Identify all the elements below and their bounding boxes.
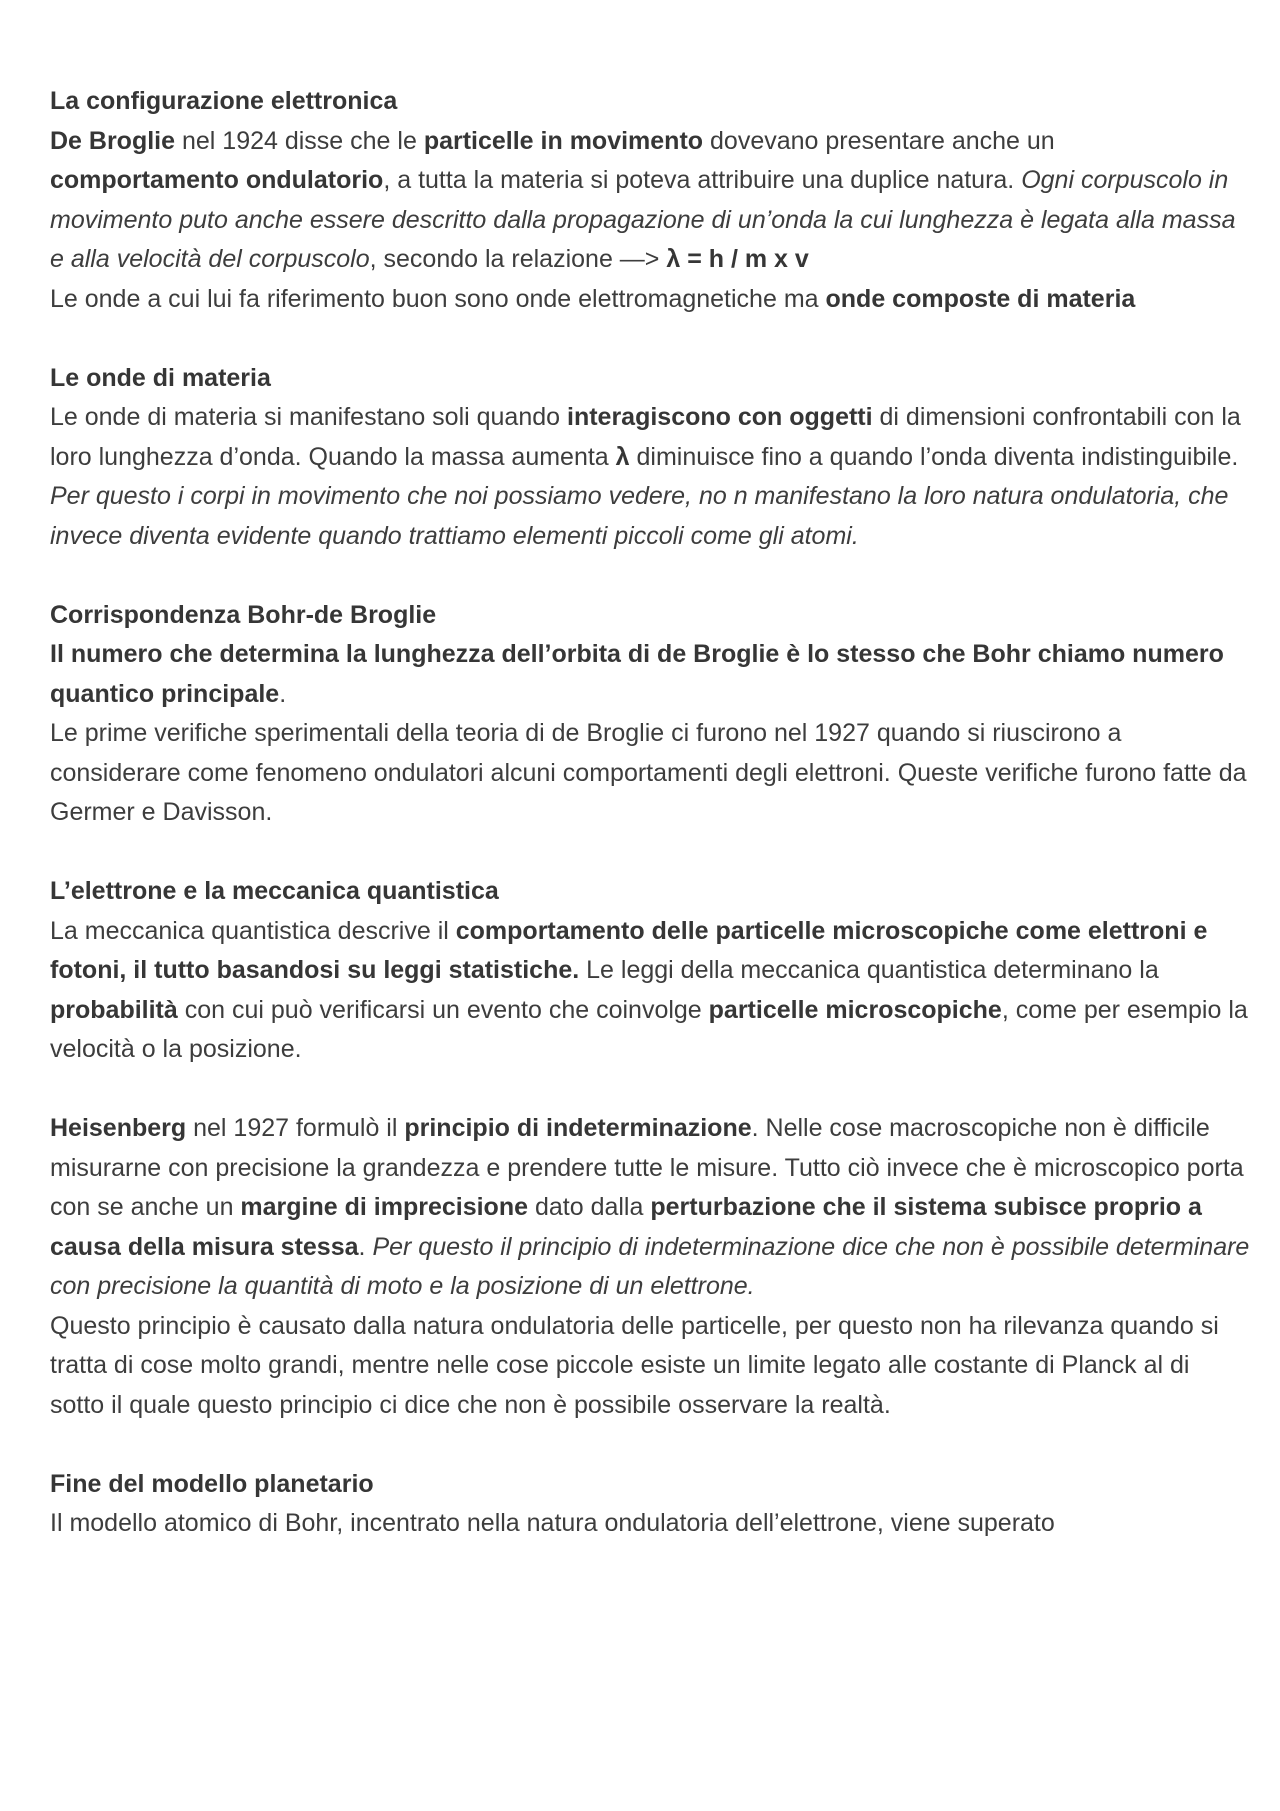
text: di dimensioni confrontabili con la loro lunghezza d’onda. Quando la massa aumenta: [50, 403, 1241, 471]
paragraph-verifiche: [50, 714, 1250, 833]
text: , secondo la relazione —>: [369, 245, 667, 273]
paragraph-de-broglie: [50, 122, 1250, 280]
heading-corrispondenza: Corrispondenza Bohr-de Broglie: [50, 600, 437, 629]
paragraph-numero-quantico: [50, 635, 1250, 714]
text: diminuisce fino a quando l’onda diventa indistinguibile.: [629, 442, 1239, 471]
text: . Nelle cose macroscopiche non è difficile misurarne con precisione la grandezza e prendere tutte le misure. Tutto ciò invece che è microscopico porta con se anche un: [50, 1114, 1244, 1221]
spacer: [50, 319, 1250, 359]
text-bold: Il numero che determina la lunghezza dell’orbita di de Broglie è lo stesso che Bohr chiamo numero quantico principale: [50, 640, 1224, 708]
paragraph-onde-materia: [50, 398, 1250, 556]
text: Le onde a cui lui fa riferimento buon sono onde elettromagnetiche ma: [50, 284, 826, 313]
paragraph-principio: [50, 1307, 1250, 1426]
lambda-symbol: λ: [615, 442, 630, 471]
text: .: [279, 679, 287, 708]
text: Questo principio è causato dalla natura ondulatoria delle particelle, per questo non ha rilevanza quando si tratta di cose molto grandi, mentre nelle cose piccole esiste un limite legato alle costante di Planck al di sotto il quale questo principio ci dice che non è possibile osservare la realtà.: [50, 1311, 1219, 1419]
text-bold: onde composte di materia: [825, 284, 1136, 313]
text: Le onde di materia si manifestano soli quando: [50, 403, 567, 431]
text: nel 1927 formulò il: [186, 1114, 405, 1142]
heading-onde-materia: Le onde di materia: [50, 363, 271, 392]
heading-fine-modello: Fine del modello planetario: [50, 1469, 374, 1498]
paragraph-onde: [50, 280, 1250, 320]
text: con cui può verificarsi un evento che coinvolge: [177, 995, 709, 1024]
document-body: [50, 82, 1250, 1544]
text-bold: particelle in movimento: [423, 126, 704, 155]
text: Il modello atomico di Bohr, incentrato nella natura ondulatoria dell’elettrone, viene superato: [50, 1509, 1055, 1537]
heading-elettrone: L’elettrone e la meccanica quantistica: [50, 877, 499, 905]
text-italic: Ogni corpuscolo in movimento puto anche essere descritto dalla propagazione di un’onda la cui lunghezza è legata alla massa e alla velocità del corpuscolo: [50, 166, 1236, 273]
paragraph-modello-bohr: [50, 1504, 1250, 1544]
section-heading: [50, 82, 1250, 122]
text: nel 1924 disse che le: [175, 126, 424, 155]
text-bold: margine di imprecisione: [240, 1193, 529, 1221]
text: La meccanica quantistica descrive il: [50, 916, 456, 945]
section-heading: [50, 1465, 1250, 1505]
text-italic: Per questo i corpi in movimento che noi possiamo vedere, no n manifestano la loro natura ondulatoria, che invece diventa evidente quando trattiamo elementi piccoli come gli atomi.: [50, 482, 1229, 550]
text-bold: principio di indeterminazione: [404, 1114, 752, 1142]
text: , come per esempio la velocità o la posizione.: [50, 995, 1248, 1063]
section-heading: [50, 872, 1250, 912]
text: , a tutta la materia si poteva attribuire una duplice natura.: [383, 166, 1022, 194]
spacer: [50, 1070, 1250, 1110]
section-heading: [50, 596, 1250, 636]
paragraph-heisenberg: [50, 1109, 1250, 1307]
text-italic: Per questo il principio di indeterminazione dice che non è possibile determinare con precisione la quantità di moto e la posizione di un elettrone.: [50, 1232, 1250, 1300]
text-bold: Heisenberg: [50, 1114, 187, 1142]
text: dovevano presentare anche un: [703, 126, 1055, 155]
formula: λ = h / m x v: [666, 245, 809, 273]
spacer: [50, 833, 1250, 873]
text-bold: comportamento delle particelle microscopiche come elettroni e fotoni, il tutto basandosi su leggi statistiche.: [50, 916, 1208, 984]
text-bold: probabilità: [50, 995, 178, 1024]
text-bold: perturbazione che il sistema subisce proprio a causa della misura stessa: [50, 1193, 1202, 1261]
text: Le leggi della meccanica quantistica determinano la: [579, 956, 1159, 984]
paragraph-meccanica: [50, 912, 1250, 1070]
text-bold: particelle microscopiche: [708, 995, 1002, 1024]
spacer: [50, 1425, 1250, 1465]
text-bold: interagiscono con oggetti: [567, 403, 873, 431]
text: Le prime verifiche sperimentali della teoria di de Broglie ci furono nel 1927 quando si riuscirono a considerare come fenomeno ondulatori alcuni comportamenti degli elettroni. Queste verifiche furono fatte da Germer e Davisson.: [50, 719, 1247, 826]
section-heading: [50, 359, 1250, 399]
text-bold: comportamento ondulatorio: [50, 166, 384, 194]
heading-configurazione: La configurazione elettronica: [50, 87, 398, 115]
text: .: [358, 1232, 373, 1261]
text: dato dalla: [528, 1193, 651, 1221]
text-bold: De Broglie: [50, 126, 176, 155]
spacer: [50, 556, 1250, 596]
